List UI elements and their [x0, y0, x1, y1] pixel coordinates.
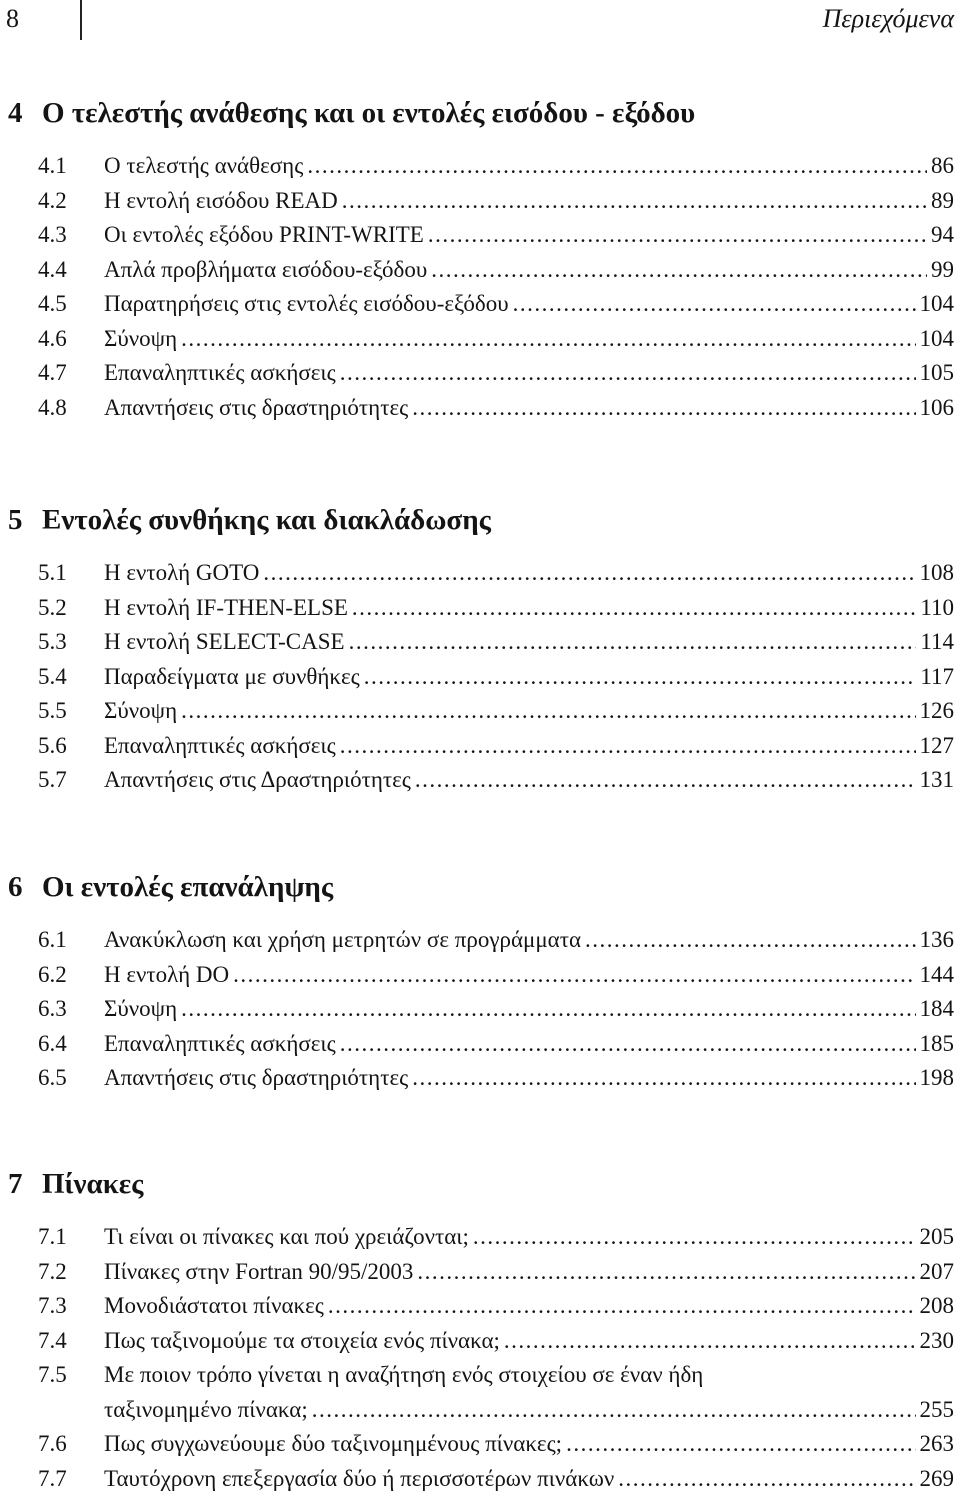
dot-leader	[364, 662, 917, 692]
chapter-heading	[8, 869, 333, 905]
entry-line	[104, 1063, 954, 1093]
chapter-number: 7	[8, 1168, 23, 1200]
page-reference: 114	[920, 629, 954, 654]
toc-entry[interactable]	[0, 1063, 960, 1093]
chapter-heading	[8, 502, 491, 538]
section-title: Απαντήσεις στις δραστηριότητες	[104, 394, 409, 420]
toc-entry[interactable]	[0, 393, 960, 423]
chapter-number: 5	[8, 504, 23, 536]
page-reference: 136	[919, 927, 954, 952]
dot-leader	[340, 358, 916, 388]
section-title: Σύνοψη	[104, 698, 178, 723]
toc-entry[interactable]	[0, 358, 960, 388]
page-reference: 230	[919, 1327, 954, 1353]
toc-entry[interactable]	[0, 1464, 960, 1494]
toc-entry[interactable]	[0, 1326, 960, 1356]
dot-leader	[349, 627, 917, 657]
toc-entry[interactable]	[0, 662, 960, 692]
section-title: Απαντήσεις στις δραστηριότητες	[104, 1065, 409, 1090]
section-title: Η εντολή IF-THEN-ELSE	[104, 594, 348, 620]
section-title-continuation: ταξινομημένο πίνακα;	[104, 1396, 308, 1422]
section-number: 5.2	[38, 594, 67, 620]
entry-line	[104, 1395, 954, 1425]
section-title: Η εντολή DO	[104, 961, 230, 987]
chapter-title: Εντολές συνθήκης και διακλάδωσης	[42, 504, 491, 536]
entry-line	[104, 960, 954, 990]
page-reference: 105	[919, 360, 954, 385]
entry-line	[104, 1464, 954, 1494]
page-reference: 198	[919, 1065, 954, 1090]
chapter-title: Οι εντολές επανάληψης	[42, 871, 334, 903]
section-title: Η εντολή εισόδου READ	[104, 187, 338, 213]
toc-entry[interactable]	[0, 925, 960, 955]
dot-leader	[585, 925, 915, 955]
section-title: Πίνακες στην Fortran 90/95/2003	[104, 1258, 414, 1284]
dot-leader	[412, 393, 915, 423]
section-number: 5.3	[38, 629, 67, 654]
entry-line	[104, 1360, 954, 1390]
dot-leader	[513, 289, 916, 319]
section-title: Η εντολή GOTO	[104, 560, 260, 585]
section-number: 7.1	[38, 1224, 67, 1249]
page-reference: 104	[919, 291, 954, 316]
section-title: Σύνοψη	[104, 996, 178, 1021]
page-reference: 184	[919, 996, 954, 1021]
dot-leader	[566, 1429, 915, 1459]
section-number: 4.8	[38, 394, 67, 420]
section-title: Επαναληπτικές ασκήσεις	[104, 360, 336, 385]
toc-entry[interactable]	[0, 696, 960, 726]
entry-line	[104, 696, 954, 726]
section-title: Πως συγχωνεύουμε δύο ταξινομημένους πίνακες;	[104, 1431, 563, 1456]
section-number: 5.5	[38, 698, 67, 723]
dot-leader	[340, 1029, 916, 1059]
section-number: 5.6	[38, 732, 67, 758]
dot-leader	[417, 1257, 915, 1287]
entry-line	[104, 1029, 954, 1059]
toc-entry[interactable]	[0, 558, 960, 588]
page-reference: 131	[919, 767, 954, 792]
running-head: Περιεχόμενα	[822, 4, 954, 33]
toc-entry[interactable]	[0, 627, 960, 657]
toc-entry[interactable]	[0, 1291, 960, 1321]
page-reference: 117	[920, 663, 954, 689]
section-number: 6.2	[38, 961, 67, 987]
dot-leader	[312, 1395, 916, 1425]
chapter-number: 4	[8, 97, 23, 129]
dot-leader	[233, 960, 915, 990]
section-title: Πως ταξινομούμε τα στοιχεία ενός πίνακα;	[104, 1327, 500, 1353]
toc-entry[interactable]	[0, 255, 960, 285]
section-title: Απαντήσεις στις Δραστηριότητες	[104, 767, 411, 792]
section-title: Ταυτόχρονη επεξεργασία δύο ή περισσοτέρων πινάκων	[104, 1465, 615, 1491]
entry-line	[104, 1257, 954, 1287]
entry-line	[104, 731, 954, 761]
dot-leader	[340, 731, 916, 761]
header-divider	[80, 0, 82, 40]
section-title: Ο τελεστής ανάθεσης	[104, 153, 304, 178]
section-number: 7.3	[38, 1293, 67, 1318]
entry-line	[104, 627, 954, 657]
section-title: Επαναληπτικές ασκήσεις	[104, 732, 336, 758]
dot-leader	[342, 186, 927, 216]
page-reference: 110	[920, 594, 954, 620]
page-reference: 185	[919, 1030, 954, 1056]
entry-line	[104, 662, 954, 692]
chapter-title: Ο τελεστής ανάθεσης και οι εντολές εισόδου - εξόδου	[42, 97, 696, 129]
section-title: Με ποιον τρόπο γίνεται η αναζήτηση ενός στοιχείου σε έναν ήδη	[104, 1362, 704, 1387]
page-header	[0, 0, 960, 42]
section-title: Παραδείγματα με συνθήκες	[104, 663, 360, 689]
entry-line	[104, 255, 954, 285]
toc-entry[interactable]	[0, 289, 960, 319]
section-number: 4.1	[38, 153, 67, 178]
toc-entry[interactable]	[0, 731, 960, 761]
toc-entry[interactable]	[0, 1029, 960, 1059]
entry-line	[104, 151, 954, 181]
section-number: 4.4	[38, 256, 67, 282]
toc-entry[interactable]	[0, 1429, 960, 1459]
entry-line	[104, 1291, 954, 1321]
dot-leader	[428, 220, 927, 250]
entry-line	[104, 393, 954, 423]
toc-entry[interactable]	[0, 994, 960, 1024]
dot-leader	[431, 255, 927, 285]
section-title: Παρατηρήσεις στις εντολές εισόδου-εξόδου	[104, 291, 509, 316]
dot-leader	[412, 1063, 915, 1093]
toc-entry[interactable]	[0, 593, 960, 623]
section-title: Τι είναι οι πίνακες και πού χρειάζονται;	[104, 1224, 469, 1249]
toc-entry[interactable]	[0, 1222, 960, 1252]
entry-line	[104, 593, 954, 623]
entry-line	[104, 289, 954, 319]
toc-entry[interactable]	[0, 1360, 960, 1390]
page-number: 8	[6, 4, 19, 33]
toc-entry[interactable]	[0, 1257, 960, 1287]
page-reference: 94	[931, 222, 954, 247]
section-number: 7.5	[38, 1362, 67, 1387]
dot-leader	[181, 994, 915, 1024]
toc-entry-continuation[interactable]	[0, 1395, 960, 1425]
section-title: Σύνοψη	[104, 325, 178, 351]
entry-line	[104, 1222, 954, 1252]
section-number: 5.7	[38, 767, 67, 792]
entry-line	[104, 220, 954, 250]
chapter-number: 6	[8, 871, 23, 903]
dot-leader	[504, 1326, 916, 1356]
dot-leader	[618, 1464, 915, 1494]
page-reference: 255	[919, 1396, 954, 1422]
toc-entry[interactable]	[0, 765, 960, 795]
dot-leader	[473, 1222, 916, 1252]
page-reference: 89	[931, 187, 954, 213]
dot-leader	[352, 593, 916, 623]
dot-leader	[307, 151, 927, 181]
page-reference: 86	[931, 153, 954, 178]
section-number: 7.4	[38, 1327, 67, 1353]
dot-leader	[415, 765, 916, 795]
toc-entry[interactable]	[0, 220, 960, 250]
page-reference: 126	[919, 698, 954, 723]
section-number: 4.3	[38, 222, 67, 247]
page-reference: 127	[919, 732, 954, 758]
chapter-heading	[8, 1166, 143, 1202]
section-title: Οι εντολές εξόδου PRINT-WRITE	[104, 222, 424, 247]
dot-leader	[328, 1291, 916, 1321]
chapter-heading	[8, 95, 695, 131]
entry-line	[104, 358, 954, 388]
section-number: 5.4	[38, 663, 67, 689]
entry-line	[104, 324, 954, 354]
page-reference: 108	[919, 560, 954, 585]
section-title: Επαναληπτικές ασκήσεις	[104, 1030, 336, 1056]
page-reference: 99	[931, 256, 954, 282]
dot-leader	[181, 696, 915, 726]
entry-line	[104, 1326, 954, 1356]
entry-line	[104, 765, 954, 795]
toc-entry[interactable]	[0, 186, 960, 216]
dot-leader	[181, 324, 915, 354]
section-number: 6.1	[38, 927, 67, 952]
section-title: Ανακύκλωση και χρήση μετρητών σε προγράμματα	[104, 927, 582, 952]
dot-leader	[263, 558, 915, 588]
toc-entry[interactable]	[0, 324, 960, 354]
toc-entry[interactable]	[0, 151, 960, 181]
entry-line	[104, 925, 954, 955]
section-number: 6.5	[38, 1065, 67, 1090]
section-title: Απλά προβλήματα εισόδου-εξόδου	[104, 256, 428, 282]
section-number: 5.1	[38, 560, 67, 585]
section-number: 4.6	[38, 325, 67, 351]
section-title: Η εντολή SELECT-CASE	[104, 629, 345, 654]
section-number: 7.7	[38, 1465, 67, 1491]
entry-line	[104, 994, 954, 1024]
section-number: 7.6	[38, 1431, 67, 1456]
entry-line	[104, 1429, 954, 1459]
entry-line	[104, 186, 954, 216]
page-reference: 263	[919, 1431, 954, 1456]
section-number: 4.2	[38, 187, 67, 213]
page-reference: 104	[919, 325, 954, 351]
page-reference: 269	[919, 1465, 954, 1491]
section-number: 7.2	[38, 1258, 67, 1284]
page-reference: 106	[919, 394, 954, 420]
chapter-title: Πίνακες	[42, 1168, 144, 1200]
section-number: 6.3	[38, 996, 67, 1021]
section-number: 4.5	[38, 291, 67, 316]
page-reference: 208	[919, 1293, 954, 1318]
section-number: 4.7	[38, 360, 67, 385]
page-reference: 144	[919, 961, 954, 987]
page-reference: 207	[919, 1258, 954, 1284]
page-reference: 205	[919, 1224, 954, 1249]
entry-line	[104, 558, 954, 588]
section-number: 6.4	[38, 1030, 67, 1056]
section-title: Μονοδιάστατοι πίνακες	[104, 1293, 324, 1318]
toc-entry[interactable]	[0, 960, 960, 990]
